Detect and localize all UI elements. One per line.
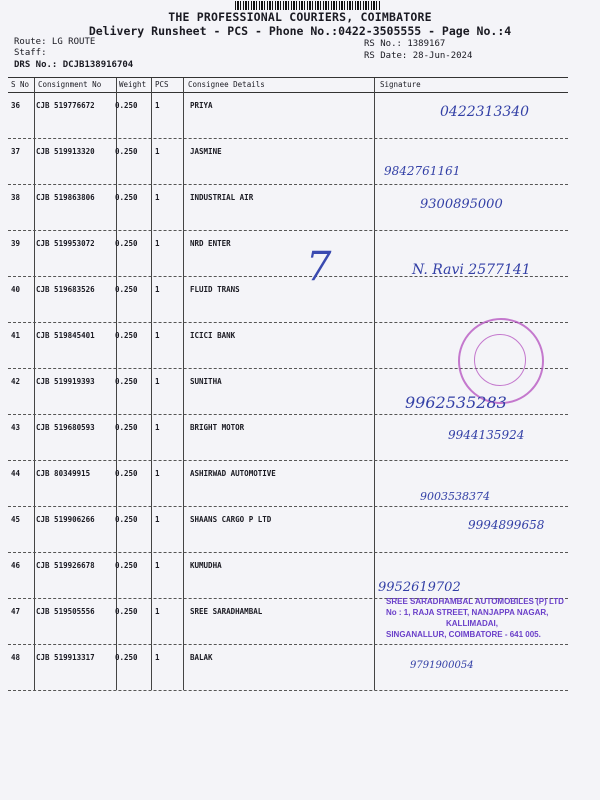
table-row <box>8 553 568 599</box>
stamp-line-3: KALLIMADAI, <box>446 619 498 628</box>
col-consignee: Consignee Details <box>188 80 265 89</box>
table-row <box>8 645 568 691</box>
company-stamp <box>386 596 586 640</box>
cell-pcs: 1 <box>155 193 160 202</box>
cell-sno: 46 <box>11 561 21 570</box>
cell-name: SUNITHA <box>190 377 222 386</box>
cell-cno: CJB 519863806 <box>36 193 95 202</box>
cell-wt: 0.250 <box>115 515 138 524</box>
cell-cno: CJB 519906266 <box>36 515 95 524</box>
round-seal <box>458 318 544 404</box>
cell-pcs: 1 <box>155 101 160 110</box>
handwritten-signature: 9842761161 <box>384 164 461 178</box>
handwritten-signature: 9791900054 <box>410 660 474 671</box>
handwritten-scribble: 7 <box>306 244 332 290</box>
cell-name: KUMUDHA <box>190 561 222 570</box>
cell-name: SREE SARADHAMBAL <box>190 607 263 616</box>
cell-sno: 38 <box>11 193 21 202</box>
cell-wt: 0.250 <box>115 377 138 386</box>
cell-pcs: 1 <box>155 515 160 524</box>
rs-date: RS Date: 28-Jun-2024 <box>364 51 473 61</box>
cell-sno: 41 <box>11 331 21 340</box>
company-title: THE PROFESSIONAL COURIERS, COIMBATORE <box>168 10 432 24</box>
cell-cno: CJB 519913320 <box>36 147 95 156</box>
cell-wt: 0.250 <box>115 147 138 156</box>
cell-wt: 0.250 <box>115 239 138 248</box>
cell-wt: 0.250 <box>115 285 138 294</box>
cell-wt: 0.250 <box>115 423 138 432</box>
col-weight: Weight <box>119 80 147 89</box>
cell-cno: CJB 519680593 <box>36 423 95 432</box>
cell-pcs: 1 <box>155 469 160 478</box>
cell-name: INDUSTRIAL AIR <box>190 193 254 202</box>
cell-name: ASHIRWAD AUTOMOTIVE <box>190 469 276 478</box>
cell-sno: 48 <box>11 653 21 662</box>
cell-name: PRIYA <box>190 101 213 110</box>
cell-pcs: 1 <box>155 377 160 386</box>
col-pcs: PCS <box>155 80 169 89</box>
cell-cno: CJB 519776672 <box>36 101 95 110</box>
cell-wt: 0.250 <box>115 561 138 570</box>
col-sno: S No <box>11 80 30 89</box>
cell-cno: CJB 519913317 <box>36 653 95 662</box>
table-row <box>8 139 568 185</box>
cell-name: BALAK <box>190 653 213 662</box>
handwritten-signature: 9962535283 <box>405 393 507 412</box>
cell-sno: 45 <box>11 515 21 524</box>
cell-wt: 0.250 <box>115 193 138 202</box>
drs-number: DRS No.: DCJB138916704 <box>14 60 134 70</box>
cell-sno: 37 <box>11 147 21 156</box>
cell-sno: 42 <box>11 377 21 386</box>
cell-cno: CJB 519845401 <box>36 331 95 340</box>
handwritten-signature: 9003538374 <box>420 490 490 503</box>
cell-wt: 0.250 <box>115 653 138 662</box>
cell-wt: 0.250 <box>115 607 138 616</box>
cell-cno: CJB 519919393 <box>36 377 95 386</box>
cell-sno: 40 <box>11 285 21 294</box>
table-row <box>8 277 568 323</box>
cell-sno: 39 <box>11 239 21 248</box>
cell-pcs: 1 <box>155 285 160 294</box>
cell-pcs: 1 <box>155 653 160 662</box>
cell-name: FLUID TRANS <box>190 285 240 294</box>
cell-cno: CJB 80349915 <box>36 469 91 478</box>
handwritten-signature: 0422313340 <box>440 104 530 120</box>
stamp-line-2: No : 1, RAJA STREET, NANJAPPA NAGAR, <box>386 608 549 617</box>
cell-sno: 47 <box>11 607 21 616</box>
staff-label: Staff: <box>14 48 47 58</box>
cell-sno: 36 <box>11 101 21 110</box>
cell-name: SHAANS CARGO P LTD <box>190 515 272 524</box>
handwritten-signature: 9994899658 <box>468 518 545 532</box>
cell-name: NRD ENTER <box>190 239 231 248</box>
handwritten-signature: 9944135924 <box>448 428 525 442</box>
cell-name: JASMINE <box>190 147 222 156</box>
handwritten-signature: N. Ravi 2577141 <box>412 262 531 278</box>
stamp-line-4: SINGANALLUR, COIMBATORE - 641 005. <box>386 630 541 639</box>
handwritten-signature: 9952619702 <box>378 580 461 595</box>
cell-pcs: 1 <box>155 561 160 570</box>
cell-wt: 0.250 <box>115 331 138 340</box>
cell-cno: CJB 519953072 <box>36 239 95 248</box>
rs-number: RS No.: 1389167 <box>364 39 446 49</box>
runsheet-subtitle: Delivery Runsheet - PCS - Phone No.:0422-3505555 - Page No.:4 <box>88 24 512 38</box>
cell-sno: 44 <box>11 469 21 478</box>
cell-pcs: 1 <box>155 607 160 616</box>
cell-pcs: 1 <box>155 331 160 340</box>
col-signature: Signature <box>380 80 421 89</box>
cell-wt: 0.250 <box>115 101 138 110</box>
handwritten-signature: 9300895000 <box>420 197 503 212</box>
col-consignment: Consignment No <box>38 80 102 89</box>
cell-pcs: 1 <box>155 239 160 248</box>
cell-sno: 43 <box>11 423 21 432</box>
cell-cno: CJB 519926678 <box>36 561 95 570</box>
cell-pcs: 1 <box>155 423 160 432</box>
cell-cno: CJB 519683526 <box>36 285 95 294</box>
row-divider <box>8 690 568 691</box>
cell-name: ICICI BANK <box>190 331 236 340</box>
cell-name: BRIGHT MOTOR <box>190 423 245 432</box>
cell-cno: CJB 519505556 <box>36 607 95 616</box>
cell-pcs: 1 <box>155 147 160 156</box>
route-label: Route: LG ROUTE <box>14 37 96 47</box>
barcode <box>235 1 380 10</box>
cell-wt: 0.250 <box>115 469 138 478</box>
stamp-line-1: SREE SARADHAMBAL AUTOMOBILES (P) LTD <box>386 597 564 606</box>
